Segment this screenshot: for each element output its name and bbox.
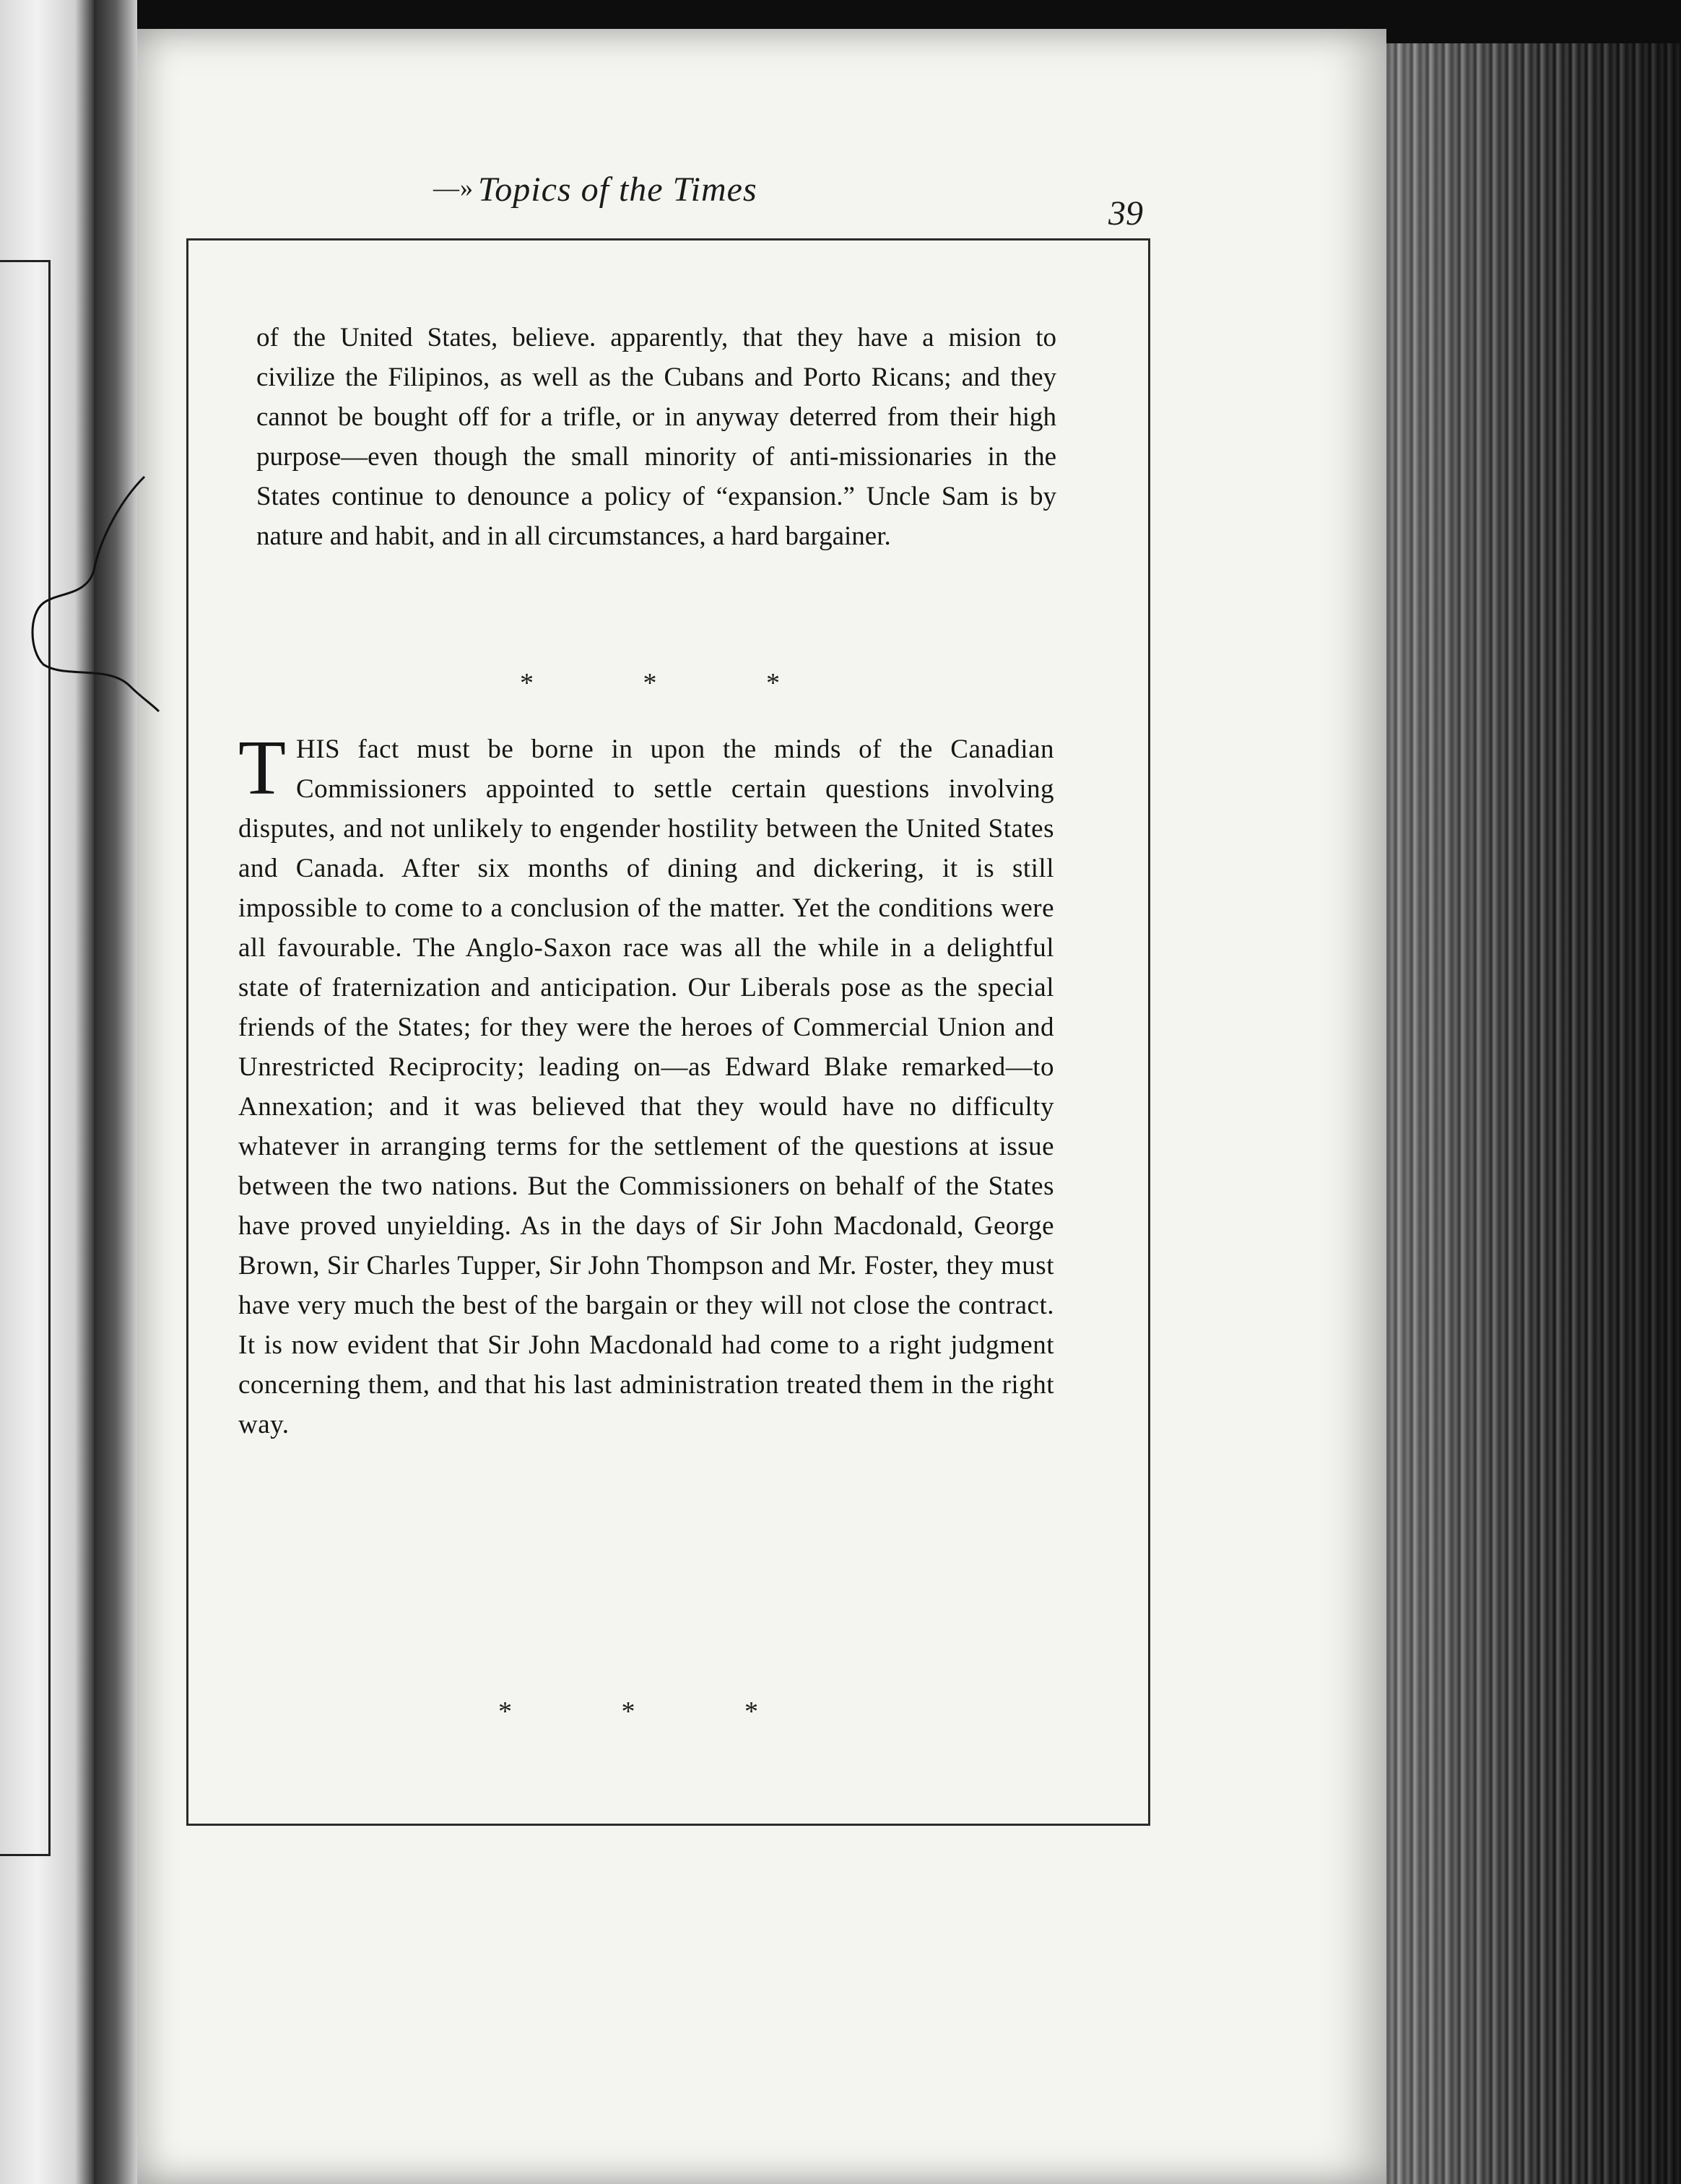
main-paragraph-body: HIS fact must be borne in upon the minds of the Canadian Commissioners appointed to settle certain questions involving disputes, and not unlikely to engender hostility between the United States and Canada. After six months of dining and dickering, it is still impossible to come to a conclusion of the matter. Yet the conditions were all favourable. The Anglo-Saxon race was all the while in a delightful state of fraternization and anticipation. Our Liberals pose as the special friends of the States; for they were the heroes of Commercial Union and Unrestricted Reciprocity; leading on—as Edward Blake remarked—to Annexation; and it was believed that they would have no difficulty whatever in arranging terms for the settlement of the questions at issue between the two nations. But the Commissioners on behalf of the States have proved unyielding. As in the days of Sir John Macdonald, George Brown, Sir Charles Tupper, Sir John Thompson and Mr. Foster, they must have very much the best of the bargain or they will not close the contract. It is now evident that Sir John Macdonald had come to a right judgment concerning them, and that his last administration treated them in the right way.	[238, 734, 1054, 1439]
asterisk: *	[766, 668, 780, 698]
section-separator	[520, 667, 780, 699]
running-head	[433, 170, 757, 209]
main-paragraph	[238, 725, 1054, 1444]
continuation-paragraph	[256, 318, 1056, 556]
main-paragraph-text	[238, 725, 1054, 1444]
asterisk: *	[621, 1696, 635, 1727]
continuation-paragraph-text: of the United States, believe. apparently, that they have a mision to civilize the Filipinos, as well as the Cubans and Porto Ricans; and they cannot be bought off for a trifle, or in anyway deterred from their high purpose—even though the small minority of anti-missionaries in the States continue to denounce a policy of “expansion.” Uncle Sam is by nature and habit, and in all circumstances, a hard bargainer.	[256, 323, 1056, 551]
book-fore-edge	[1372, 43, 1681, 2184]
flourish-icon: —»	[433, 173, 474, 202]
section-separator-end	[498, 1696, 758, 1728]
fore-edge-shading	[1372, 43, 1681, 2184]
asterisk: *	[643, 668, 657, 698]
running-head-title: Topics of the Times	[478, 170, 757, 209]
book-gutter	[94, 0, 137, 2184]
drop-cap: T	[238, 725, 286, 811]
asterisk: *	[520, 668, 534, 698]
pen-mark-icon	[14, 469, 173, 715]
previous-page-edge	[0, 0, 94, 2184]
asterisk: *	[744, 1696, 758, 1727]
asterisk: *	[498, 1696, 512, 1727]
page-number: 39	[1108, 194, 1143, 233]
